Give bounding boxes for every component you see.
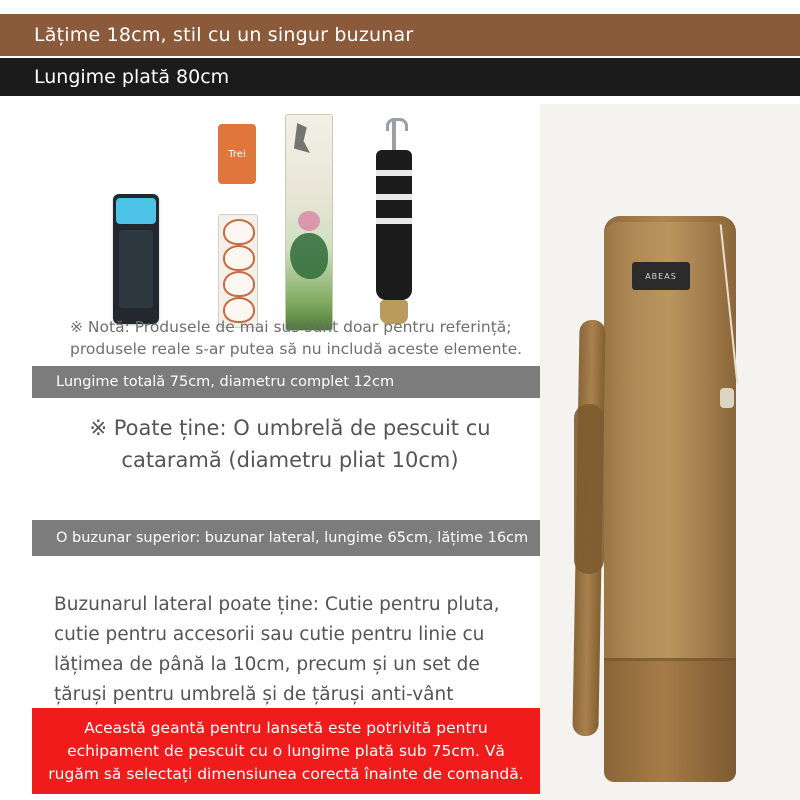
umbrella-band-icon	[376, 194, 412, 200]
umbrella-handle-icon	[392, 118, 396, 152]
product-photo	[540, 104, 800, 800]
shoulder-strap-pad	[574, 404, 604, 574]
item-reel-cups	[218, 214, 258, 328]
drawstring-toggle	[720, 388, 734, 408]
banner-width-style	[0, 14, 800, 56]
reel-cup-icon	[223, 245, 255, 271]
item-painted-tube	[285, 114, 333, 331]
side-pocket-description: Buzunarul lateral poate ține: Cutie pentru pluta, cutie pentru accesorii sau cutie pentru linie cu lățimea de până la 10cm, precum și un set de țăruși pentru umbrelă și de țăruși anti-vânt	[54, 594, 500, 705]
spec-bar-total-length-text: Lungime totală 75cm, diametru complet 12cm	[56, 374, 395, 390]
size-warning-text: Această geantă pentru lansetă este potrivită pentru echipament de pescuit cu o lungime plată sub 75cm. Vă rugăm să selectați dimensiunea corectă înainte de comandă.	[48, 718, 524, 783]
banner-flat-length	[0, 58, 800, 96]
umbrella-band-icon	[376, 170, 412, 176]
umbrella-hook-icon	[386, 118, 408, 131]
item-orange-card	[218, 124, 256, 184]
power-bank-body-icon	[119, 230, 153, 308]
tube-ink-art-icon	[294, 123, 310, 153]
bag-bottom-panel	[604, 658, 736, 782]
left-content-column	[20, 104, 540, 794]
item-power-bank-icon	[113, 194, 159, 324]
spec-bar-side-pocket	[32, 520, 540, 556]
item-folded-umbrella	[368, 118, 420, 330]
size-warning-box	[32, 708, 540, 794]
capacity-note: ※ Poate ține: O umbrelă de pescuit cu cataramă (diametru pliat 10cm)	[89, 416, 491, 472]
spec-bar-side-pocket-text: O buzunar superior: buzunar lateral, lungime 65cm, lățime 16cm	[56, 530, 529, 546]
power-bank-cap-icon	[116, 198, 156, 224]
reference-note-text: ※ Notă: Produsele de mai sus sunt doar pentru referință; produsele reale s-ar putea să nu includă aceste elemente.	[70, 318, 523, 358]
tube-leaf-icon	[290, 233, 328, 279]
umbrella-band-icon	[376, 218, 412, 224]
bag-brand-patch-label: ABEAS	[645, 271, 677, 281]
reference-items-illustration	[20, 104, 540, 358]
bag-seam-line	[604, 658, 736, 661]
banner-flat-length-text: Lungime plată 80cm	[34, 66, 230, 88]
spec-bar-total-length	[32, 366, 540, 398]
banner-width-style-text: Lățime 18cm, stil cu un singur buzunar	[34, 24, 414, 46]
item-orange-card-label: Trei	[228, 148, 246, 160]
tube-flower-icon	[298, 211, 320, 231]
reel-cup-icon	[223, 271, 255, 297]
bag-brand-patch	[632, 262, 690, 290]
reel-cup-icon	[223, 219, 255, 245]
